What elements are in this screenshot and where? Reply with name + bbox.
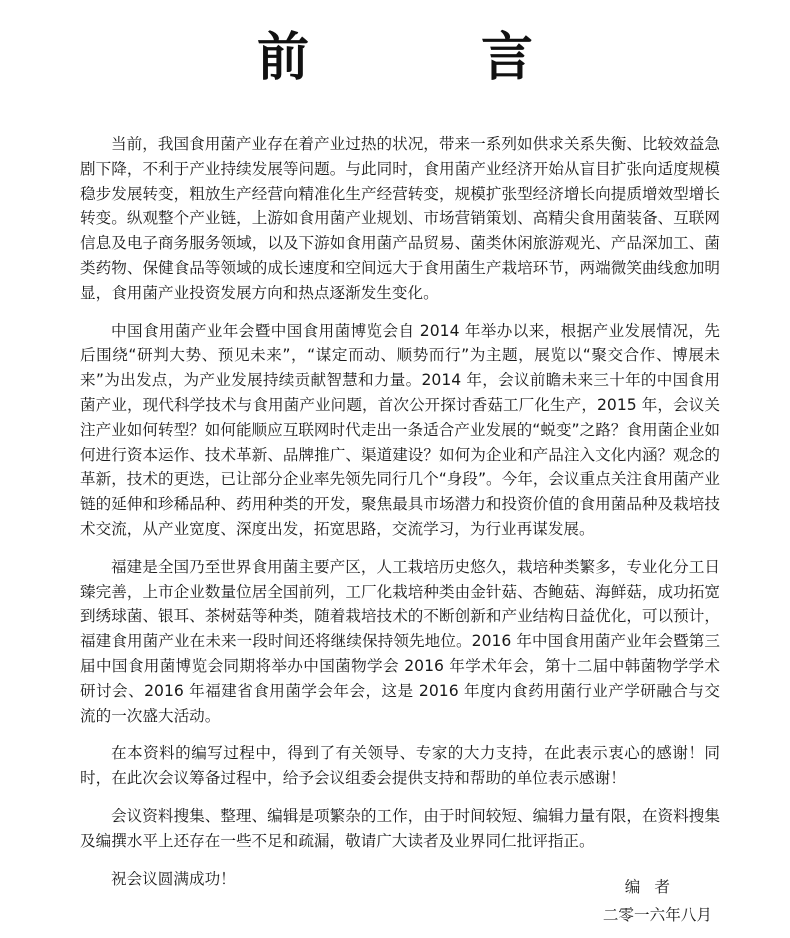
signature-block [603, 873, 712, 929]
signature-date: 二零一六年八月 [602, 906, 712, 924]
paragraph-3: 福建是全国乃至世界食用菌主要产区，人工栽培历史悠久，栽培种类繁多，专业化分工日臻完善，上市企业数量位居全国前列，工厂化栽培种类由金针菇、杏鲍菇、海鲜菇，成功拓宽到绣球菌、银耳、茶树菇等种类，随着栽培技术的不断创新和产业结构日益优化，可以预计，福建食用菌产业在未来一段时间还将继续保持领先地位。2016 年中国食用菌产业年会暨第三届中国食用菌博览会同期将举办中国菌物学会 2016 年学术年会，第十二届中韩菌物学学术研讨会、2016 年福建省食用菌学会年会，这是 2016 年度内食药用菌行业产学研融合与交流的一次盛大活动。 [80, 557, 720, 725]
paragraph-1: 当前，我国食用菌产业存在着产业过热的状况，带来一系列如供求关系失衡、比较效益急剧下降，不利于产业持续发展等问题。与此同时，食用菌产业经济开始从盲目扩张向适度规模稳步发展转变，粗放生产经营向精准化生产经营转变，规模扩张型经济增长向提质增效型增长转变。纵观整个产业链，上游如食用菌产业规划、市场营销策划、高精尖食用菌装备、互联网信息及电子商务服务领域，以及下游如食用菌产品贸易、菌类休闲旅游观光、产品深加工、菌类药物、保健食品等领域的成长速度和空间远大于食用菌生产栽培环节，两端微笑曲线愈加明显，食用菌产业投资发展方向和热点逐渐发生变化。 [80, 135, 720, 302]
page-title: 前 言 [256, 28, 593, 88]
paragraph-6: 祝会议圆满成功！ [111, 869, 236, 888]
paragraph-4: 在本资料的编写过程中，得到了有关领导、专家的大力支持，在此表示衷心的感谢！同时，在此次会议筹备过程中，给予会议组委会提供支持和帮助的单位表示感谢！ [80, 744, 720, 788]
paragraph-5: 会议资料搜集、整理、编辑是项繁杂的工作，由于时间较短、编辑力量有限，在资料搜集及编撰水平上还存在一些不足和疏漏，敬请广大读者及业界同仁批评指正。 [80, 806, 720, 850]
paragraph-2: 中国食用菌产业年会暨中国食用菌博览会自 2014 年举办以来，根据产业发展情况，先后围绕“研判大势、预见未来”，“谋定而动、顺势而行”为主题，展览以“聚交合作、博展未来”为出发点，为产业发展持续贡献智慧和力量。2014 年，会议前瞻未来三十年的中国食用菌产业，现代科学技术与食用菌产业问题，首次公开探讨香菇工厂化生产，2015 年，会议关注产业如何转型？如何能顺应互联网时代走出一条适合产业发展的“蜕变”之路？食用菌企业如何进行资本运作、技术革新、品牌推广、渠道建设？如何为企业和产品注入文化内涵？观念的革新，技术的更迭，已让部分企业率先领先同行几个“身段”。今年，会议重点关注食用菌产业链的延伸和珍稀品种、药用种类的开发，聚焦最具市场潜力和投资价值的食用菌品种及栽培技术交流，从产业宽度、深度出发，拓宽思路，交流学习，为行业再谋发展。 [80, 321, 720, 538]
signature-author: 编者 [624, 878, 684, 896]
preface-body [80, 132, 720, 904]
